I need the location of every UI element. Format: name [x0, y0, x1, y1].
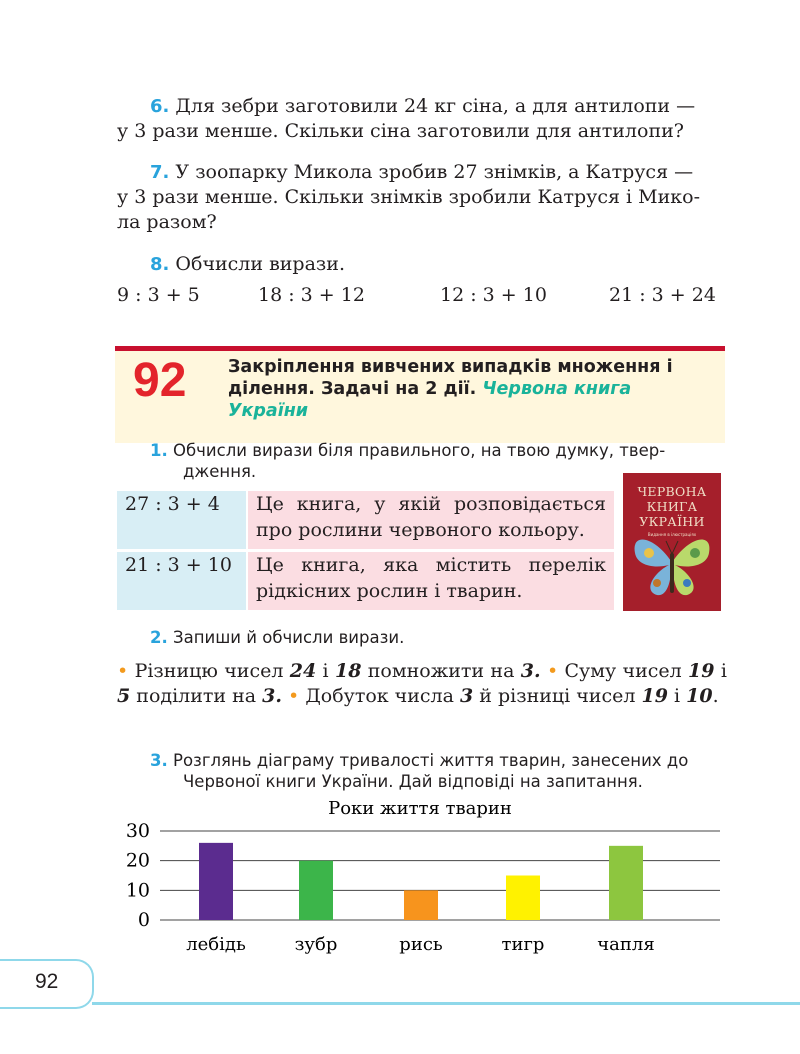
- task-text: ла разом?: [117, 211, 217, 233]
- red-book-cover-image: [623, 473, 721, 611]
- butterfly-icon: [623, 473, 721, 611]
- task-text: дження.: [183, 462, 257, 481]
- task-text: у 3 рази менше. Скільки сіна заготовили для антилопи?: [117, 120, 684, 142]
- task-2: [150, 627, 404, 648]
- number: 3: [460, 685, 474, 707]
- bullet-icon: •: [288, 685, 300, 707]
- task-text: Різницю чисел: [134, 660, 284, 682]
- lesson-topic: України: [228, 401, 309, 421]
- task-8: [117, 252, 727, 277]
- number: 5: [117, 685, 131, 707]
- lesson-number: 92: [133, 354, 187, 407]
- task-text: .: [712, 685, 719, 707]
- task-text: у 3 рази менше. Скільки знімків зробили Катруся і Мико-: [117, 186, 700, 208]
- book-title-line: УКРАЇНИ: [639, 514, 705, 529]
- lesson-title-line: Закріплення вивчених випадків множення і: [228, 357, 673, 377]
- footer-line: [92, 1002, 800, 1005]
- number: 10: [686, 685, 713, 707]
- expression-cell: 27 : 3 + 4: [117, 491, 246, 549]
- lifespan-bar-chart: [100, 792, 740, 962]
- bullet-icon: •: [117, 660, 129, 682]
- book-title-line: ЧЕРВОНА: [637, 484, 707, 499]
- lesson-title: [228, 356, 728, 422]
- task-text: Розглянь діаграму тривалості життя тварин, занесених до: [173, 751, 689, 770]
- y-tick-label: 30: [125, 820, 150, 842]
- expression: 9 : 3 + 5: [117, 284, 200, 306]
- lesson-topic: Червона книга: [482, 379, 632, 399]
- task-number: 2.: [150, 628, 168, 647]
- number: 24: [289, 660, 317, 682]
- task-2-items: [117, 659, 727, 709]
- expression: 18 : 3 + 12: [258, 284, 365, 306]
- task-text: і: [720, 660, 727, 682]
- bar: [609, 846, 643, 920]
- task-text: й різниці чисел: [479, 685, 636, 707]
- x-tick-label: тигр: [501, 934, 545, 955]
- book-title-line: КНИГА: [646, 499, 698, 514]
- y-tick-label: 20: [125, 849, 150, 872]
- number: 3.: [262, 685, 282, 707]
- task-6: [117, 94, 727, 144]
- y-tick-label: 0: [137, 909, 150, 931]
- expression: 21 : 3 + 24: [609, 284, 716, 306]
- task-number: 8.: [150, 254, 170, 275]
- task-text: і: [322, 660, 329, 682]
- chart-title: Роки життя тварин: [328, 798, 512, 819]
- number: 19: [641, 685, 668, 707]
- statement-cell: Це книга, у якій розповідається про рослини червоного кольору.: [246, 491, 614, 549]
- lesson-title-line: ділення. Задачі на 2 дії.: [228, 379, 477, 399]
- number: 19: [688, 660, 715, 682]
- task-text: Червоної книги України. Дай відповіді на запитання.: [183, 772, 643, 791]
- statement-cell: Це книга, яка містить перелік рідкісних рослин і тварин.: [246, 552, 614, 610]
- task-number: 7.: [150, 162, 170, 183]
- expression-cell: 21 : 3 + 10: [117, 552, 246, 610]
- number: 18: [334, 660, 362, 682]
- expression: 12 : 3 + 10: [440, 284, 547, 306]
- table-row: [117, 552, 614, 610]
- task-text: поділити на: [136, 685, 257, 707]
- number: 3.: [520, 660, 541, 682]
- x-tick-label: зубр: [294, 934, 338, 955]
- task-text: Запиши й обчисли вирази.: [173, 628, 405, 647]
- bullet-icon: •: [546, 660, 559, 682]
- task-number: 6.: [150, 96, 170, 117]
- task-number: 3.: [150, 751, 168, 770]
- book-subtitle: Видання в ілюстраціях: [647, 532, 697, 537]
- task-text: Суму чисел: [564, 660, 682, 682]
- task-text: Для зебри заготовили 24 кг сіна, а для антилопи —: [175, 95, 696, 117]
- x-tick-label: лебідь: [186, 934, 246, 955]
- task-text: Обчисли вирази.: [175, 253, 345, 275]
- task-text: Добуток числа: [305, 685, 454, 707]
- task-number: 1.: [150, 441, 168, 460]
- page-number: 92: [35, 970, 59, 993]
- task-text: помножити на: [367, 660, 515, 682]
- task-text: У зоопарку Микола зробив 27 знімків, а Катруся —: [175, 161, 694, 183]
- bar: [299, 861, 333, 920]
- task-3: [150, 750, 730, 792]
- bar: [506, 876, 540, 921]
- bar: [199, 843, 233, 920]
- y-tick-label: 10: [125, 879, 150, 902]
- statement-table: [117, 488, 614, 613]
- task-text: Обчисли вирази біля правильного, на твою думку, твер-: [173, 441, 666, 460]
- x-tick-label: рись: [399, 934, 443, 955]
- table-row: [117, 491, 614, 549]
- task-text: і: [673, 685, 681, 707]
- bar: [404, 890, 438, 920]
- x-tick-label: чапля: [597, 934, 655, 955]
- task-7: [117, 160, 727, 235]
